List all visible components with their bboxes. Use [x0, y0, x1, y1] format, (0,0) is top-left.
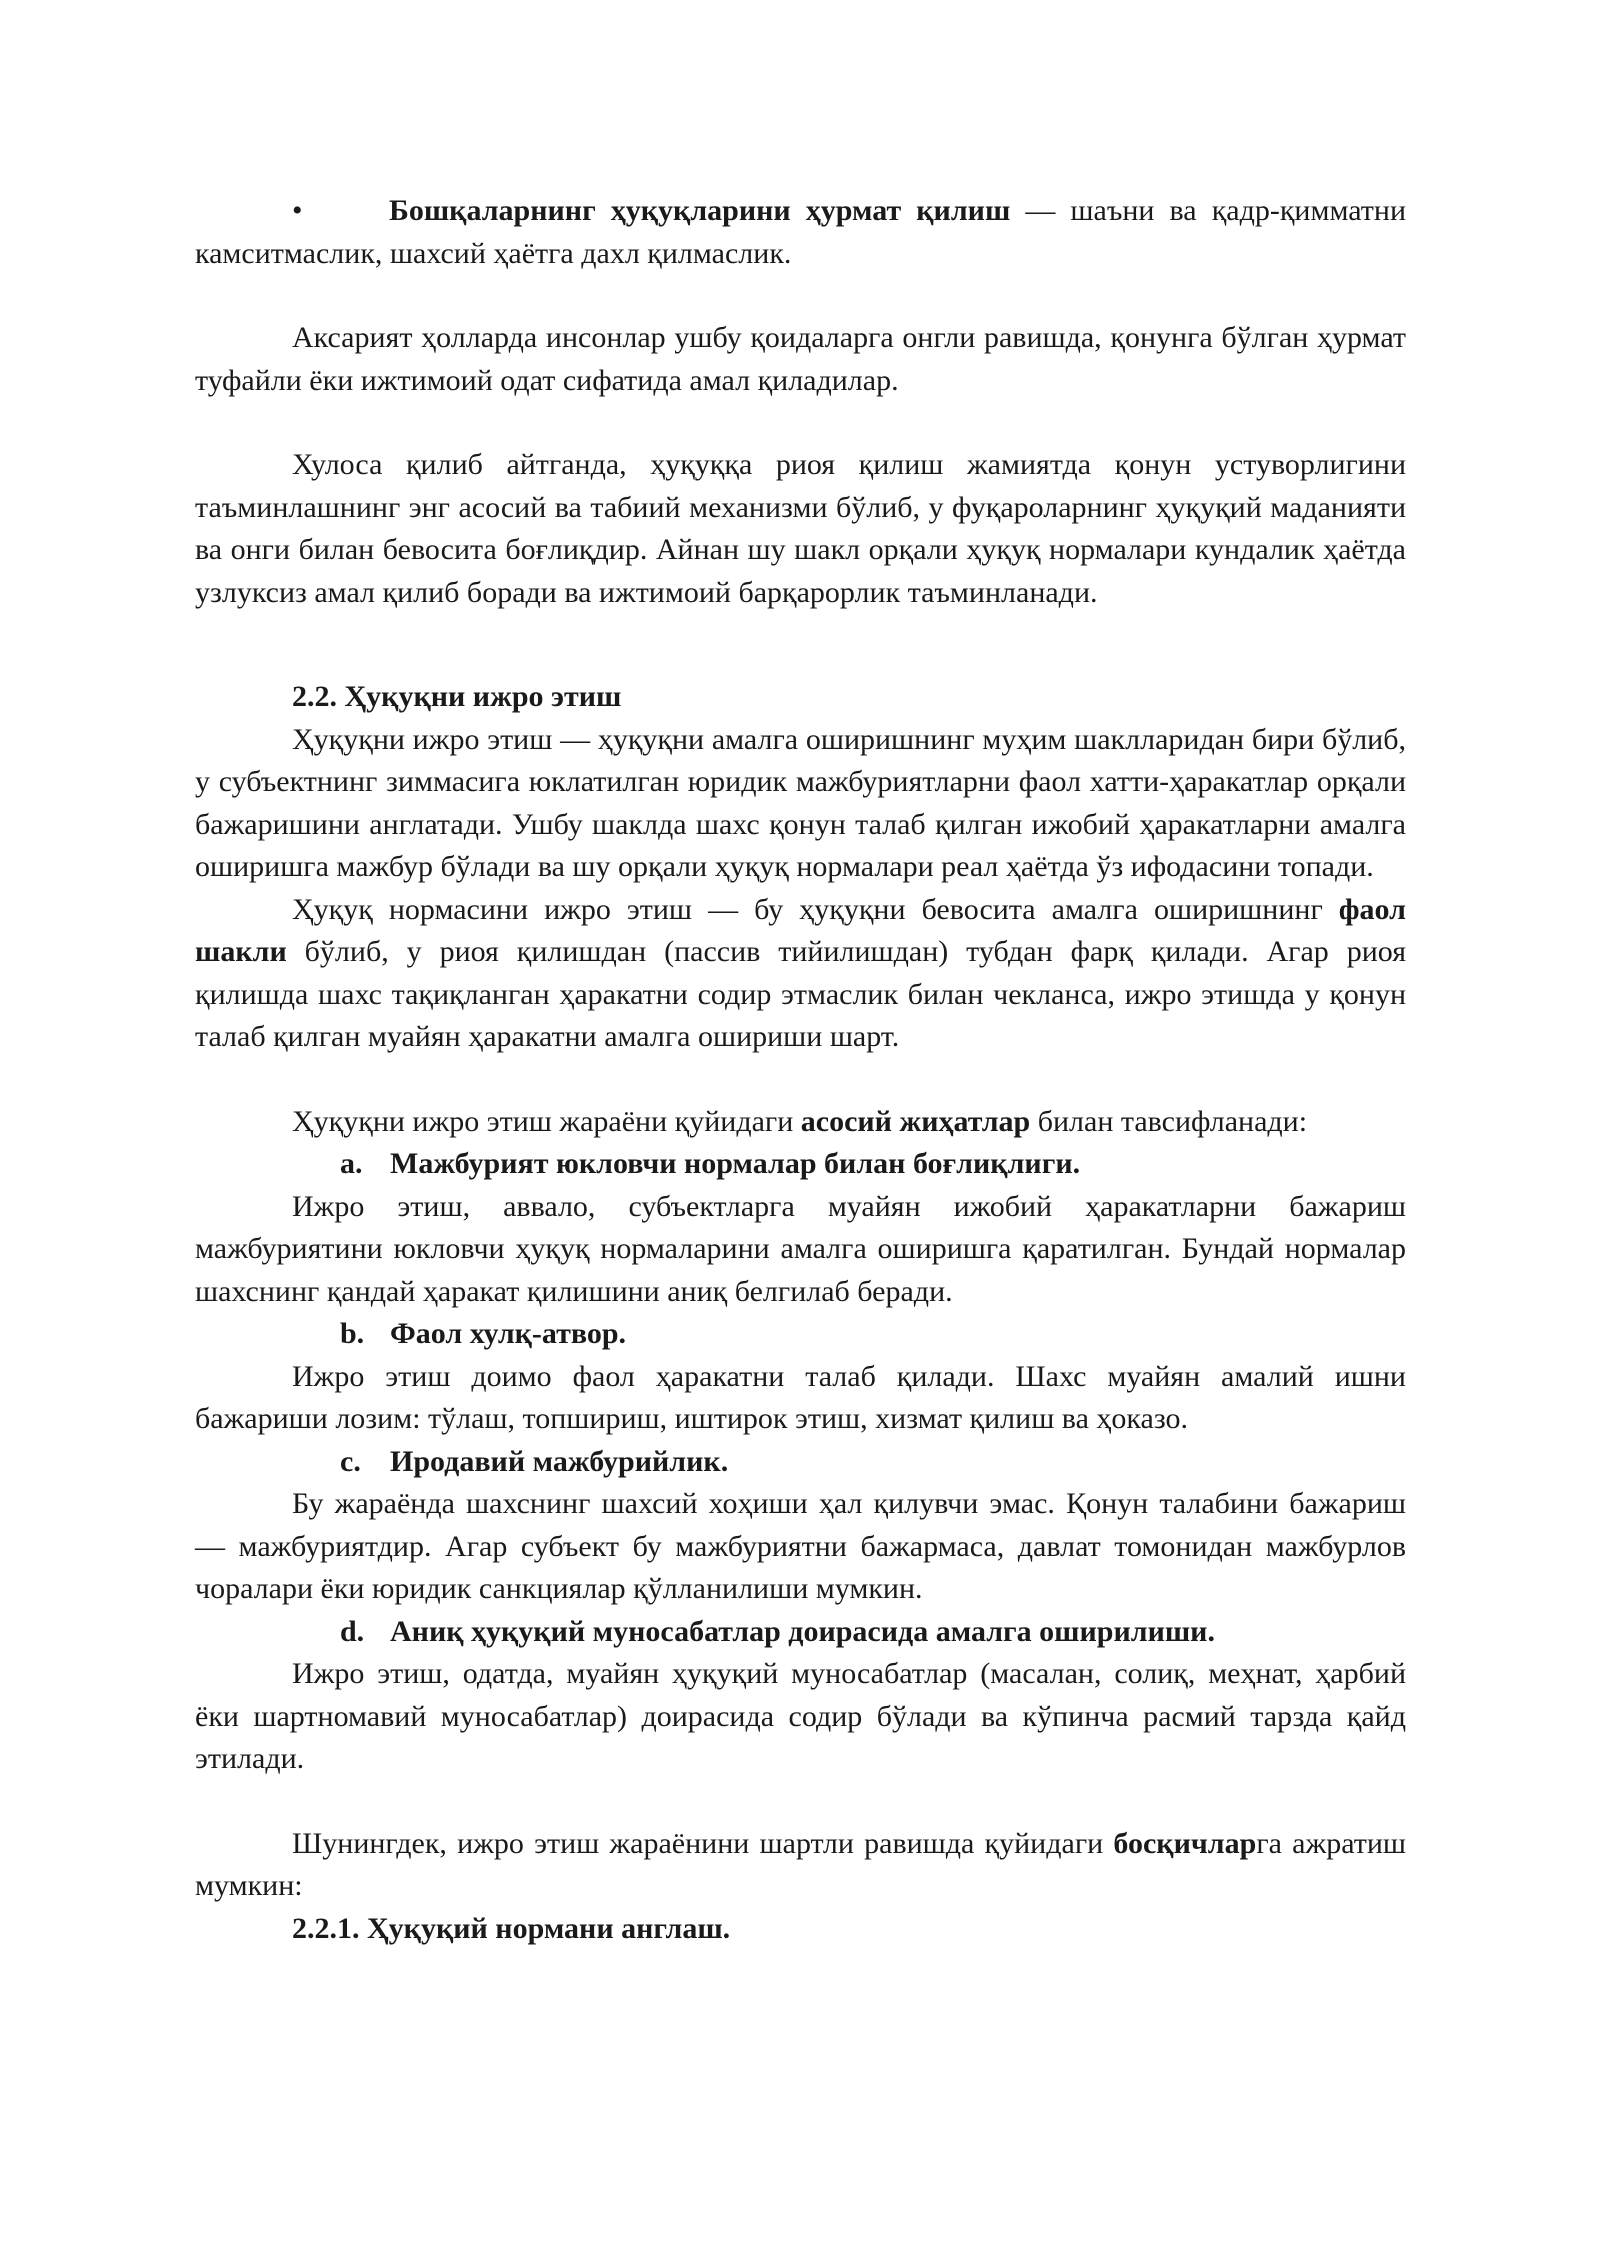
paragraph-stages-after: га ажратиш мумкин: [195, 1826, 1406, 1902]
paragraph-majority: Аксарият ҳолларда инсонлар ушбу қоидаларга онгли равишда, қонунга бўлган ҳурмат туфайли ёки ижтимоий одат сифатида амал қиладилар. [195, 321, 1406, 397]
aspect-title: Мажбурият юкловчи нормалар билан боғлиқлиги. [390, 1147, 1081, 1180]
aspect-marker: d. [340, 1614, 365, 1648]
paragraph-norm-bold: фаол шакли [195, 892, 1406, 968]
paragraph-stages-bold: босқичлар [1113, 1826, 1257, 1860]
aspect-item-b-title [195, 1313, 1406, 1356]
paragraph-norm-after: бўлиб, у риоя қилишдан (пассив тийилишдан) тубдан фарқ қилади. Агар риоя қилишда шахс тақиқланган ҳаракатни содир этмаслик билан чекланса, ижро этишда у қонун талаб қилган муайян ҳаракатни амалга ошириши шарт. [195, 935, 1406, 1053]
aspect-item-a-text: Ижро этиш, аввало, субъектларга муайян ижобий ҳаракатларни бажариш мажбуриятини юкловчи ҳуқуқ нормаларини амалга оширишга қаратилган. Бундай нормалар шахснинг қандай ҳаракат қилишини аниқ белгилаб беради. [195, 1189, 1406, 1308]
paragraph-aspects-before: Ҳуқуқни ижро этиш жараёни қуйидаги [292, 1104, 801, 1138]
paragraph-aspects [195, 1101, 1406, 1144]
aspect-title: Аниқ ҳуқуқий муносабатлар доирасида амалга оширилиши. [390, 1614, 1215, 1648]
aspect-title: Иродавий мажбурийлик. [390, 1444, 729, 1478]
aspect-item-a-title [195, 1143, 1406, 1186]
document-body [195, 190, 1406, 1950]
bullet-item-text: — шаъни ва қадр-қимматни камситмаслик, шахсий ҳаётга дахл қилмаслик. [195, 194, 1406, 270]
bullet-item [195, 190, 1406, 275]
aspect-item-c-title [195, 1441, 1406, 1484]
paragraph-conclusion: Хулоса қилиб айтганда, ҳуқуққа риоя қилиш жамиятда қонун устуворлигини таъминлашнинг энг асосий ва табиий механизми бўлиб, у фуқароларнинг ҳуқуқий маданияти ва онги билан бевосита боғлиқдир. Айнан шу шакл орқали ҳуқуқ нормалари кундалик ҳаётда узлуксиз амал қилиб боради ва ижтимоий барқарорлик таъминланади. [195, 448, 1406, 609]
paragraph-aspects-bold: асосий жиҳатлар [800, 1104, 1031, 1138]
aspect-marker: a. [340, 1147, 363, 1180]
subsection-heading: 2.2.1. Ҳуқуқий нормани англаш. [292, 1911, 731, 1945]
aspect-item-d-title [195, 1611, 1406, 1654]
paragraph-execution: Ҳуқуқни ижро этиш — ҳуқуқни амалга оширишнинг муҳим шаклларидан бири бўлиб, у субъектнинг зиммасига юклатилган юридик мажбуриятларни фаол хатти-ҳаракатлар орқали бажаришини англатади. Ушбу шаклда шахс қонун талаб қилган ижобий ҳаракатларни амалга оширишга мажбур бўлади ва шу орқали ҳуқуқ нормалари реал ҳаётда ўз ифодасини топади. [195, 722, 1406, 883]
aspect-item-c-text: Бу жараёнда шахснинг шахсий хоҳиши ҳал қилувчи эмас. Қонун талабини бажариш — мажбуриятдир. Агар субъект бу мажбуриятни бажармаса, давлат томонидан мажбурлов чоралари ёки юридик санкциялар қўлланилиши мумкин. [195, 1487, 1406, 1605]
aspect-item-d-text: Ижро этиш, одатда, муайян ҳуқуқий муносабатлар (масалан, солиқ, меҳнат, ҳарбий ёки шартномавий муносабатлар) доирасида содир бўлади ва кўпинча расмий тарзда қайд этилади. [195, 1657, 1406, 1775]
section-heading: 2.2. Ҳуқуқни ижро этиш [292, 680, 622, 713]
paragraph-stages [195, 1823, 1406, 1908]
aspect-marker: b. [340, 1317, 365, 1350]
bullet-marker: • [292, 194, 303, 227]
paragraph-stages-before: Шунингдек, ижро этиш жараёнини шартли равишда қуйидаги [292, 1826, 1114, 1860]
aspect-marker: c. [340, 1444, 361, 1478]
paragraph-norm [195, 889, 1406, 1059]
bullet-item-bold: Бошқаларнинг ҳуқуқларини ҳурмат қилиш [389, 194, 1011, 227]
aspect-item-b-text: Ижро этиш доимо фаол ҳаракатни талаб қилади. Шахс муайян амалий ишни бажариши лозим: тўлаш, топшириш, иштирок этиш, хизмат қилиш ва ҳоказо. [195, 1359, 1406, 1435]
aspect-title: Фаол хулқ-атвор. [390, 1317, 627, 1350]
paragraph-aspects-after: билан тавсифланади: [1030, 1104, 1308, 1138]
paragraph-norm-before: Ҳуқуқ нормасини ижро этиш — бу ҳуқуқни бевосита амалга оширишнинг [292, 892, 1339, 926]
